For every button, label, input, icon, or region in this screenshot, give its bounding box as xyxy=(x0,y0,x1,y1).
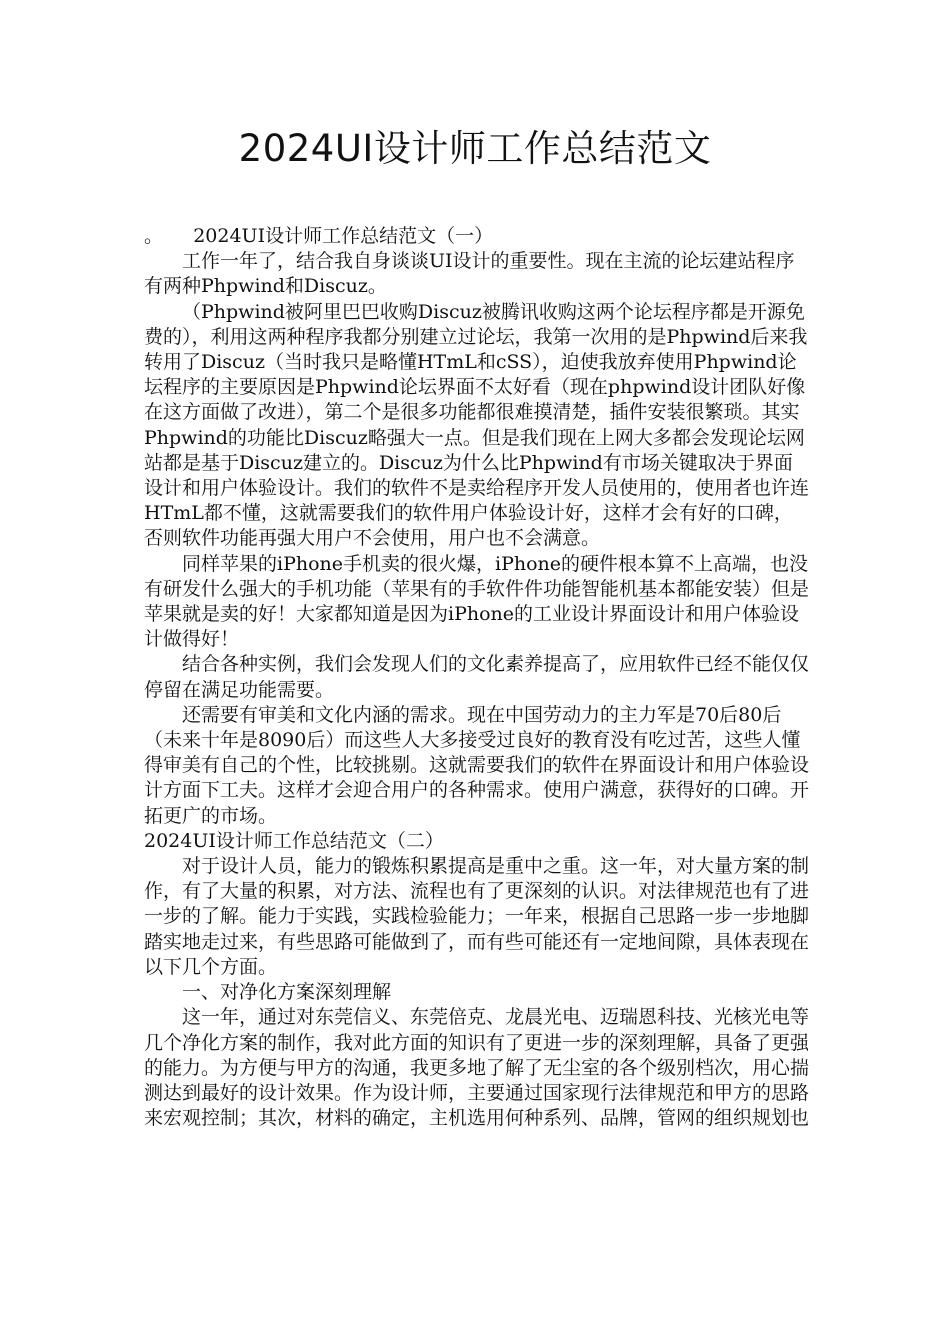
paragraph: 工作一年了，结合我自身谈谈UI设计的重要性。现在主流的论坛建站程序有两种Phpwind和Discuz。 xyxy=(144,250,795,298)
paragraph: （Phpwind被阿里巴巴收购Discuz被腾讯收购这两个论坛程序都是开源免费的），利用这两种程序我都分别建立过论坛，我第一次用的是Phpwind后来我转用了Discuz（当时我只是略懂HTmL和cSS），迫使我放弃使用Phpwind论坛程序的主要原因是Phpwind论坛界面不太好看（现在phpwind设计团队好像在这方面做了改进），第二个是很多功能都很难摸清楚，插件安装很繁琐。其实Phpwind的功能比Discuz略强大一点。但是我们现在上网大多都会发现论坛网站都是基于Discuz建立的。Discuz为什么比Phpwind有市场关键取决于界面设计和用户体验设计。我们的软件不是卖给程序开发人员使用的，使用者也许连HTmL都不懂，这就需要我们的软件用户体验设计好，这样才会有好的口碑，否则软件功能再强大用户不会使用，用户也不会满意。 xyxy=(144,300,810,550)
paragraph-section-heading-2: 2024UI设计师工作总结范文（二） xyxy=(144,829,444,852)
subsection-heading: 一、对净化方案深刻理解 xyxy=(182,981,392,1004)
paragraph: 结合各种实例，我们会发现人们的文化素养提高了，应用软件已经不能仅仅停留在满足功能需要。 xyxy=(144,653,810,701)
paragraph: 同样苹果的iPhone手机卖的很火爆，iPhone的硬件根本算不上高端，也没有研发什么强大的手机功能（苹果有的手软件件功能智能机基本都能安装）但是苹果就是卖的好！大家都知道是因为iPhone的工业设计界面设计和用户体验设计做得好！ xyxy=(144,552,810,651)
paragraph: 对于设计人员，能力的锻炼积累提高是重中之重。这一年，对大量方案的制作，有了大量的积累，对方法、流程也有了更深刻的认识。对法律规范也有了进一步的了解。能力于实践，实践检验能力；一年来，根据自己思路一步一步地脚踏实地走过来，有些思路可能做到了，而有些可能还有一定地间隙，具体表现在以下几个方面。 xyxy=(144,855,810,978)
paragraph: 还需要有审美和文化内涵的需求。现在中国劳动力的主力军是70后80后（未来十年是8090后）而这些人大多接受过良好的教育没有吃过苦，这些人懂得审美有自己的个性，比较挑剔。这就需要我们的软件在界面设计和用户体验设计方面下工夫。这样才会迎合用户的各种需求。使用户满意，获得好的口碑。开拓更广的市场。 xyxy=(144,703,810,827)
document-body xyxy=(144,224,810,1131)
document-title: 2024UI设计师工作总结范文 xyxy=(238,127,712,170)
paragraph: 这一年，通过对东莞信义、东莞倍克、龙晨光电、迈瑞恩科技、光核光电等几个净化方案的制作，我对此方面的知识有了更进一步的深刻理解，具备了更强的能力。为方便与甲方的沟通，我更多地了解了无尘室的各个级别档次，用心揣测达到最好的设计效果。作为设计师，主要通过国家现行法律规范和甲方的思路来宏观控制；其次，材料的确定，主机选用何种系列、品牌，管网的组织规划也 xyxy=(144,1006,810,1130)
paragraph-section-heading-1: 。 2024UI设计师工作总结范文（一） xyxy=(144,225,494,247)
